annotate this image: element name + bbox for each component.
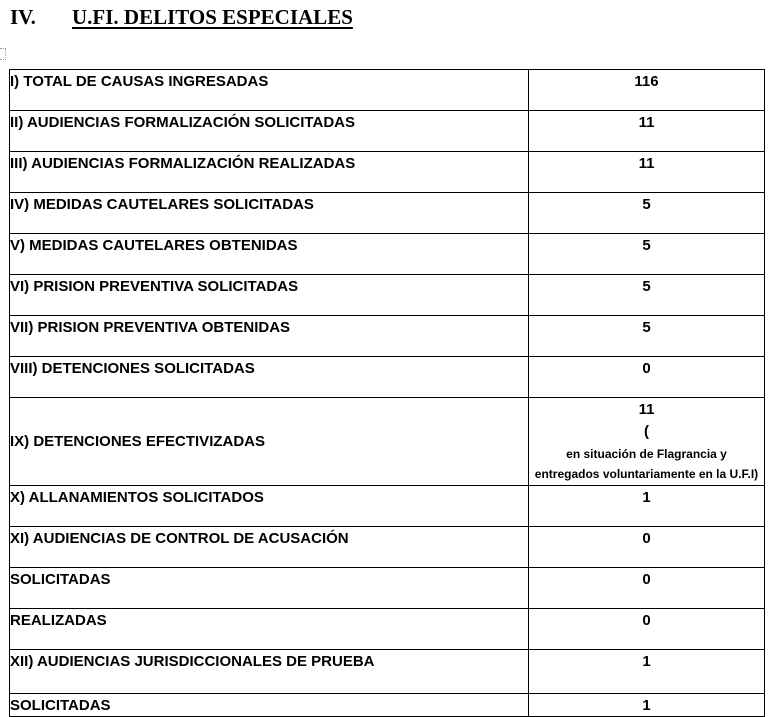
row-value: 0 [642, 612, 651, 629]
row-value: 5 [642, 196, 651, 213]
row-label-cell [10, 486, 529, 527]
row-value-cell [529, 275, 765, 316]
row-value: 1 [642, 489, 651, 506]
table-row [10, 609, 765, 650]
table-row [10, 111, 765, 152]
row-value: 5 [642, 237, 651, 254]
table-row [10, 694, 765, 717]
row-value-cell [529, 527, 765, 568]
table-row [10, 193, 765, 234]
row-value-cell [529, 694, 765, 717]
row-label-cell [10, 193, 529, 234]
row-value-cell [529, 316, 765, 357]
row-label: XII) AUDIENCIAS JURISDICCIONALES DE PRUEBA [10, 653, 375, 670]
row-label: I) TOTAL DE CAUSAS INGRESADAS [10, 73, 269, 90]
row-value-cell [529, 193, 765, 234]
row-value: 5 [642, 319, 651, 336]
section-number: IV. [10, 5, 36, 29]
row-label: REALIZADAS [10, 612, 107, 629]
table-row [10, 357, 765, 398]
row-label-cell [10, 357, 529, 398]
row-value: 1 [642, 697, 651, 714]
text-anchor-marker [0, 48, 6, 60]
table-row [10, 316, 765, 357]
row-label: VIII) DETENCIONES SOLICITADAS [10, 360, 255, 377]
statistics-table [9, 69, 765, 717]
row-value-cell [529, 650, 765, 694]
row-label-cell [10, 568, 529, 609]
row-value-cell [529, 111, 765, 152]
row-label: II) AUDIENCIAS FORMALIZACIÓN SOLICITADAS [10, 114, 355, 131]
row-label-cell [10, 694, 529, 717]
section-title: U.FI. DELITOS ESPECIALES [72, 5, 353, 29]
table-row [10, 486, 765, 527]
table-row [10, 234, 765, 275]
row-label: V) MEDIDAS CAUTELARES OBTENIDAS [10, 237, 298, 254]
table-row [10, 275, 765, 316]
row-label: VI) PRISION PREVENTIVA SOLICITADAS [10, 278, 299, 295]
row-value: 0 [642, 360, 651, 377]
row-value-cell [529, 568, 765, 609]
row-value: 0 [642, 571, 651, 588]
row-value-note [529, 420, 764, 485]
row-label-cell [10, 275, 529, 316]
row-label: VII) PRISION PREVENTIVA OBTENIDAS [10, 319, 291, 336]
row-label-cell [10, 527, 529, 568]
table-row [10, 568, 765, 609]
table-row [10, 152, 765, 193]
row-value-cell [529, 357, 765, 398]
row-label: SOLICITADAS [10, 697, 111, 714]
row-value-cell [529, 70, 765, 111]
row-value: 11 [638, 401, 655, 418]
row-label: X) ALLANAMIENTOS SOLICITADOS [10, 489, 264, 506]
row-value: 0 [642, 530, 651, 547]
row-value-cell [529, 609, 765, 650]
table-row [10, 70, 765, 111]
table-row [10, 650, 765, 694]
table-row [10, 398, 765, 486]
row-label: XI) AUDIENCIAS DE CONTROL DE ACUSACIÓN [10, 530, 349, 547]
row-value: 116 [634, 73, 659, 90]
row-label-cell [10, 609, 529, 650]
row-value: 1 [642, 653, 651, 670]
section-heading [10, 1, 353, 33]
row-value-cell [529, 152, 765, 193]
note-open-paren: ( [644, 423, 649, 440]
row-label-cell [10, 111, 529, 152]
row-label: III) AUDIENCIAS FORMALIZACIÓN REALIZADAS [10, 155, 356, 172]
row-value-cell [529, 398, 765, 486]
row-value-cell [529, 486, 765, 527]
row-label-cell [10, 152, 529, 193]
row-value: 11 [638, 155, 655, 172]
row-label: SOLICITADAS [10, 571, 111, 588]
row-label-cell [10, 398, 529, 486]
row-value: 11 [638, 114, 655, 131]
row-label: IX) DETENCIONES EFECTIVIZADAS [10, 432, 266, 450]
row-label-cell [10, 70, 529, 111]
row-label-cell [10, 234, 529, 275]
row-label-cell [10, 316, 529, 357]
row-value-cell [529, 234, 765, 275]
row-label-cell [10, 650, 529, 694]
row-label: IV) MEDIDAS CAUTELARES SOLICITADAS [10, 196, 314, 213]
note-text: en situación de Flagrancia y entregados voluntariamente en la U.F.I) [534, 447, 759, 481]
row-value: 5 [642, 278, 651, 295]
table-row [10, 527, 765, 568]
